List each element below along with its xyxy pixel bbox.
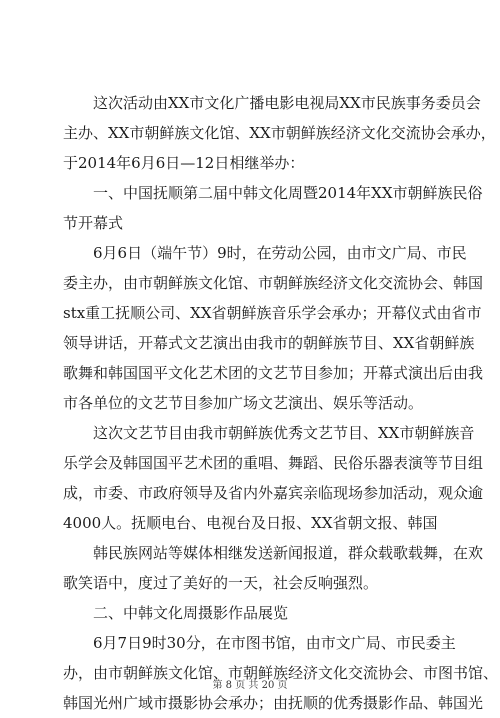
document-body bbox=[63, 88, 499, 718]
text-line: 乐学会及韩国国平艺术团的重唱、舞蹈、民俗乐器表演等节目组 bbox=[63, 454, 484, 472]
text-line: 二、中韩文化周摄影作品展览 bbox=[93, 604, 289, 622]
text-line: 韩国光州广域市摄影协会承办；由抚顺的优秀摄影作品、韩国光 bbox=[63, 694, 484, 712]
text-line: 一、中国抚顺第二届中韩文化周暨2014年XX市朝鲜族民俗 bbox=[93, 184, 483, 202]
text-line: 这次文艺节目由我市朝鲜族优秀文艺节目、XX市朝鲜族音 bbox=[93, 424, 475, 442]
text-line: 6月7日9时30分，在市图书馆，由市文广局、市民委主 bbox=[93, 634, 456, 652]
text-line: 4000人。抚顺电台、电视台及日报、XX省朝文报、韩国 bbox=[63, 514, 438, 532]
text-line: 办，由市朝鲜族文化馆、市朝鲜族经济文化交流协会、市图书馆、 bbox=[63, 664, 499, 682]
text-line: 韩民族网站等媒体相继发送新闻报道，群众载歌载舞，在欢 bbox=[93, 544, 484, 562]
text-line: 市各单位的文艺节目参加广场文艺演出、娱乐等活动。 bbox=[63, 394, 424, 412]
text-line: 节开幕式 bbox=[63, 214, 124, 232]
text-line: 这次活动由XX市文化广播电影电视局XX市民族事务委员会 bbox=[93, 94, 481, 112]
text-line: 主办、XX市朝鲜族文化馆、XX市朝鲜族经济文化交流协会承办， bbox=[63, 124, 496, 142]
page-footer: 第 8 页 共 20 页 bbox=[212, 680, 288, 691]
text-line: 委主办，由市朝鲜族文化馆、市朝鲜族经济文化交流协会、韩国 bbox=[63, 274, 484, 292]
text-line: 于2014年6月6日—12日相继举办： bbox=[63, 154, 305, 172]
text-line: 歌笑语中，度过了美好的一天，社会反响强烈。 bbox=[63, 574, 379, 592]
text-line: 歌舞和韩国国平文化艺术团的文艺节目参加；开幕式演出后由我 bbox=[63, 364, 484, 382]
text-line: 6月6日（端午节）9时，在劳动公园，由市文广局、市民 bbox=[93, 244, 467, 262]
text-line: 领导讲话，开幕式文艺演出由我市的朝鲜族节目、XX省朝鲜族 bbox=[63, 334, 475, 352]
text-line: 成，市委、市政府领导及省内外嘉宾亲临现场参加活动，观众逾 bbox=[63, 484, 484, 502]
text-line: stx重工抚顺公司、XX省朝鲜族音乐学会承办；开幕仪式由省市 bbox=[63, 304, 482, 322]
